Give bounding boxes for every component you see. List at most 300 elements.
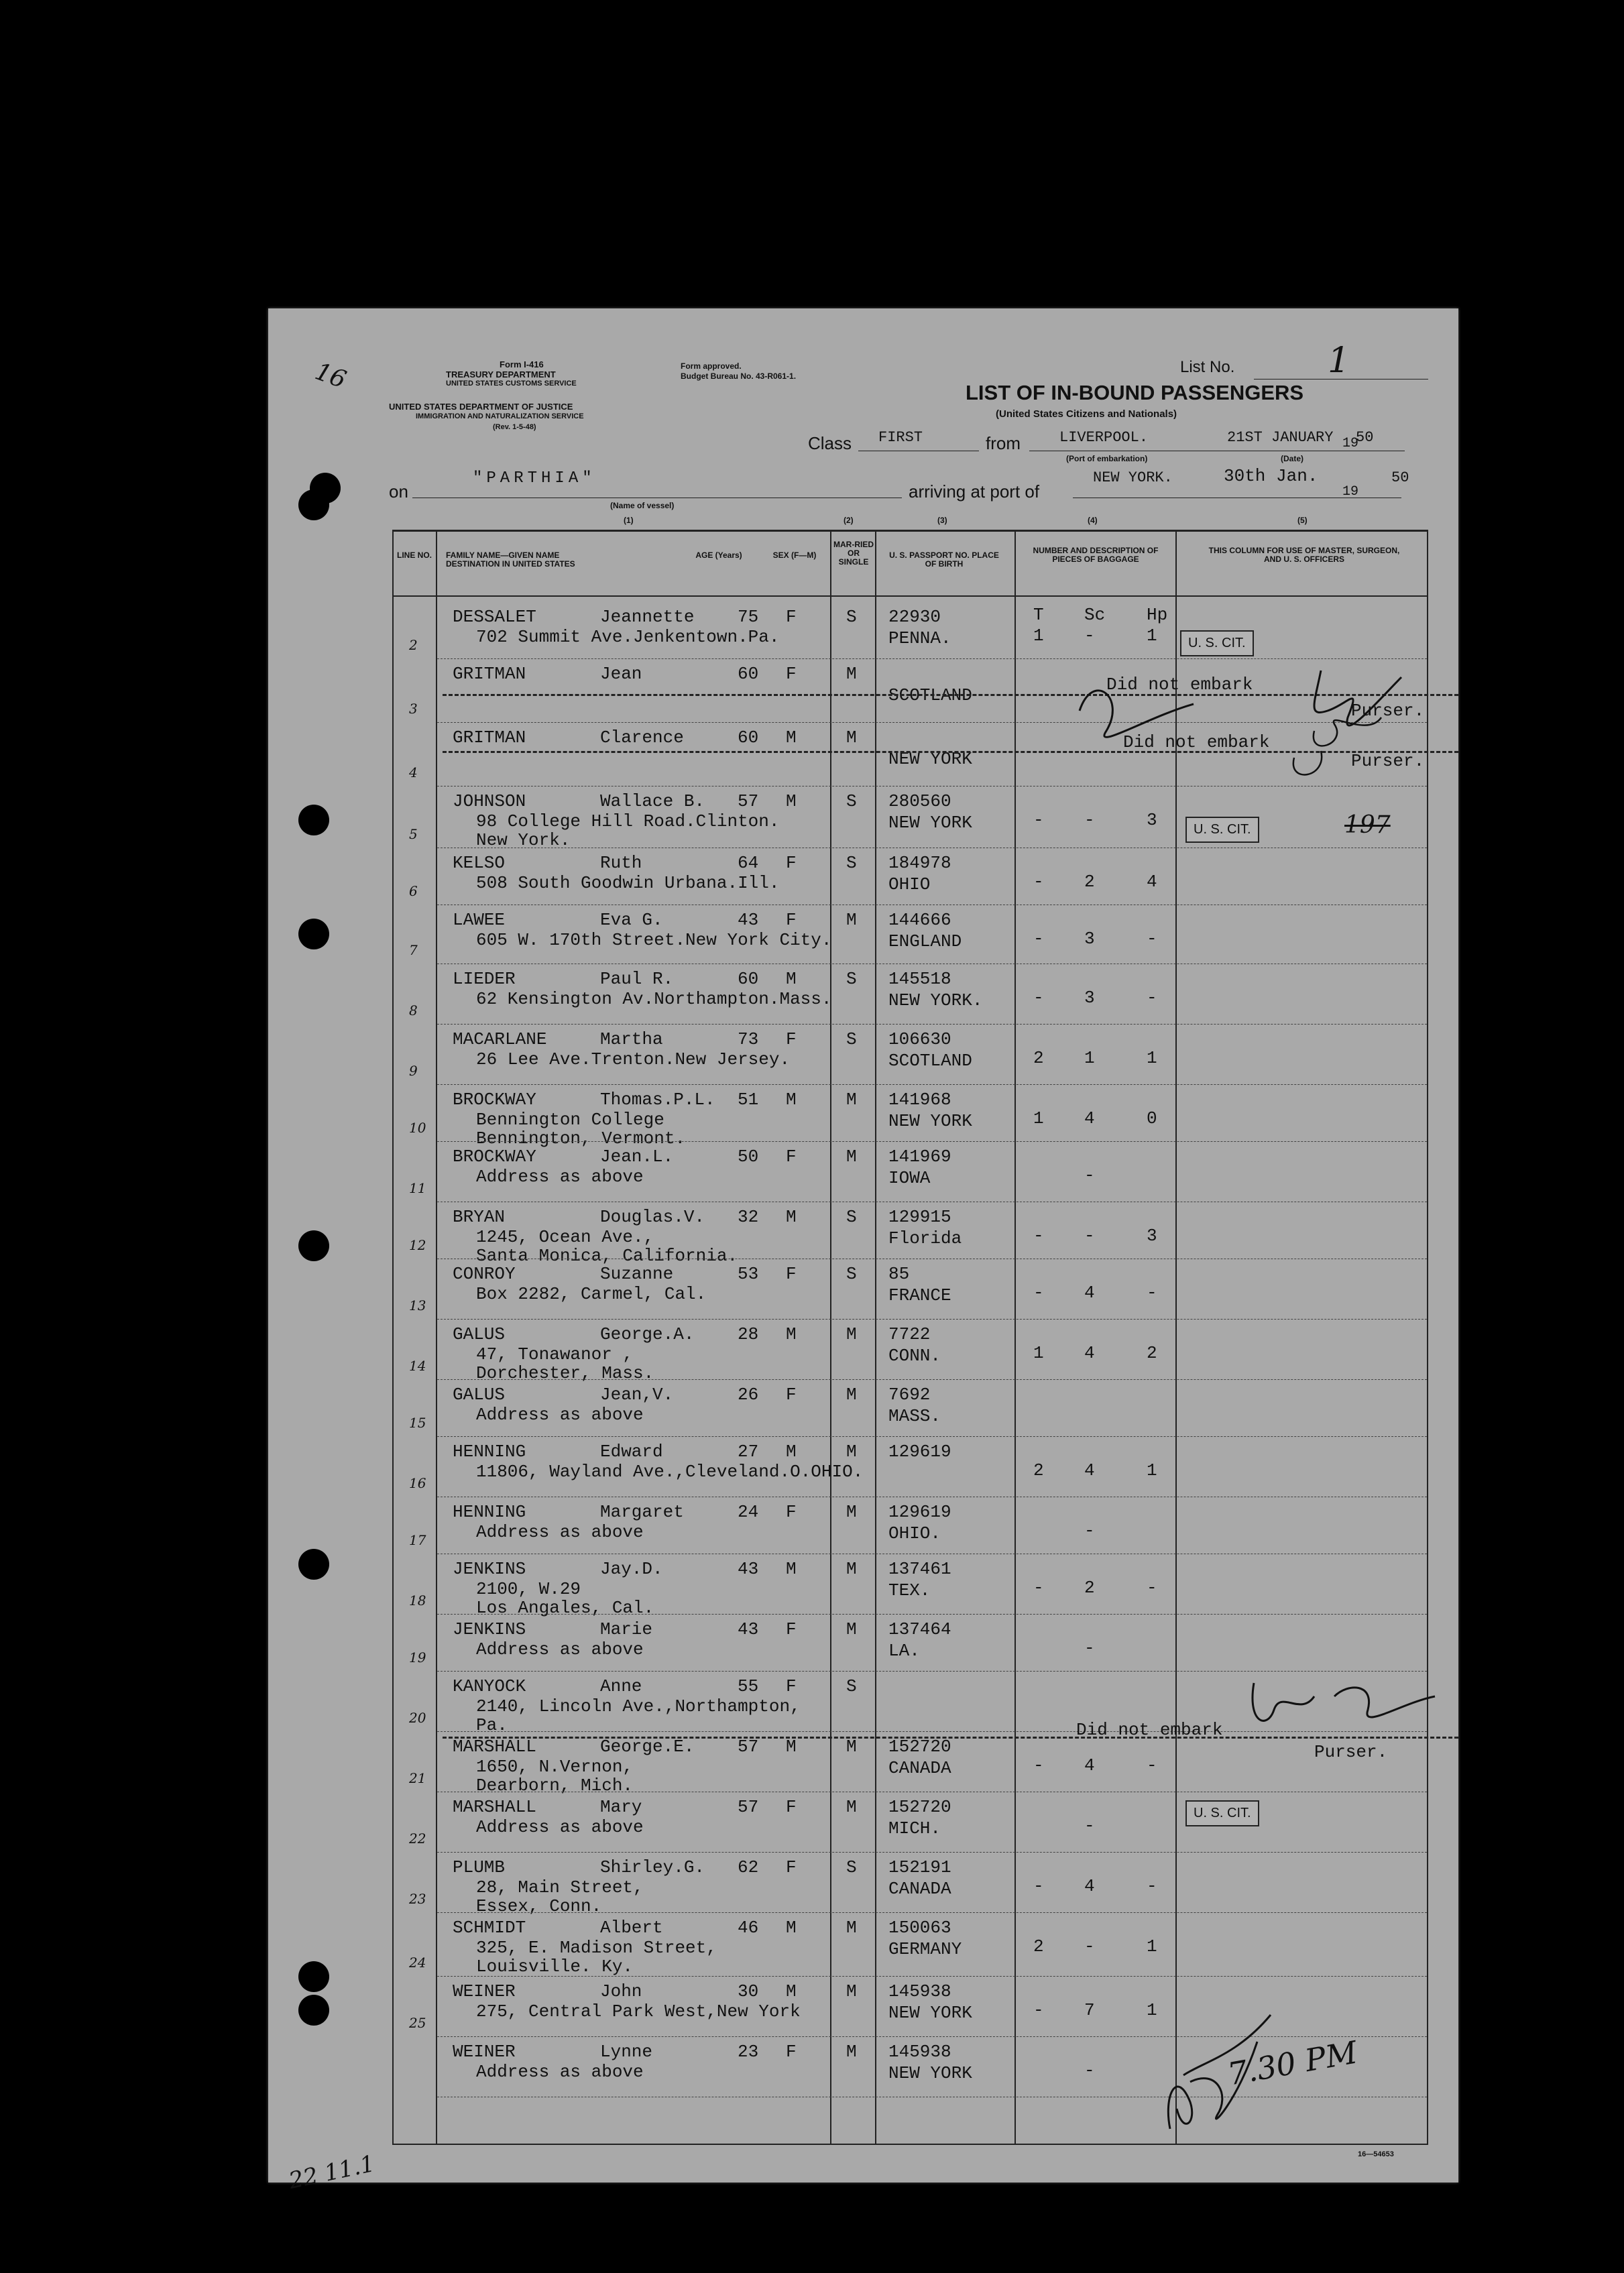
did-not-embark-note: Did not embark [1076, 1720, 1223, 1740]
marital-status: S [846, 1676, 857, 1696]
row-divider [437, 1436, 1427, 1437]
form-number: Form I-416 [500, 359, 544, 369]
passenger-age: 26 [738, 1385, 759, 1405]
passenger-age: 75 [738, 607, 759, 627]
baggage-hp-label: Hp [1147, 605, 1168, 625]
on-label: on [389, 481, 408, 502]
passenger-given-name: Ruth [600, 853, 642, 873]
passport-number: 150063 [888, 1918, 951, 1938]
line-number: 20 [409, 1710, 426, 1726]
passenger-surname: BROCKWAY [453, 1147, 536, 1167]
baggage-trunks: 1 [1033, 626, 1044, 646]
baggage-handpieces: 2 [1147, 1343, 1157, 1363]
passenger-sex: F [786, 1147, 797, 1167]
passport-number: 129619 [888, 1502, 951, 1522]
passenger-given-name: Suzanne [600, 1264, 674, 1284]
address-line-1: 28, Main Street, [476, 1877, 644, 1898]
baggage-trunks: - [1033, 2000, 1044, 2020]
from-label: from [986, 433, 1021, 453]
baggage-suitcases: 4 [1084, 1876, 1095, 1896]
passenger-age: 57 [738, 1797, 759, 1817]
row-divider [437, 1084, 1427, 1085]
place-of-birth: IOWA [888, 1168, 931, 1188]
passenger-given-name: John [600, 1981, 642, 2001]
passenger-given-name: George.A. [600, 1324, 695, 1344]
passenger-given-name: Thomas.P.L. [600, 1090, 715, 1110]
marital-status: M [846, 910, 857, 930]
line-number: 23 [409, 1891, 426, 1907]
line-number: 7 [409, 942, 418, 958]
line-number: 25 [409, 2015, 426, 2031]
passport-number: 144666 [888, 910, 951, 930]
treasury-department: TREASURY DEPARTMENT [446, 369, 556, 380]
passenger-sex: M [786, 1442, 797, 1462]
baggage-handpieces: - [1147, 988, 1157, 1008]
header-officers: THIS COLUMN FOR USE OF MASTER, SURGEON, AND U. S. OFFICERS [1208, 546, 1400, 565]
passenger-age: 43 [738, 1559, 759, 1579]
arrival-port: NEW YORK. [1093, 469, 1173, 486]
place-of-birth: PENNA. [888, 628, 951, 648]
address-line-1: Address as above [476, 1167, 644, 1187]
header-age: AGE (Years) [695, 550, 742, 560]
passport-number: 152720 [888, 1797, 951, 1817]
baggage-handpieces: 1 [1147, 626, 1157, 646]
year-1: 50 [1356, 429, 1374, 446]
header-bottom-border [392, 595, 1428, 597]
column-4-number: (4) [1088, 516, 1098, 525]
passenger-age: 27 [738, 1442, 759, 1462]
baggage-trunks: - [1033, 810, 1044, 830]
list-no-value: 1 [1328, 341, 1350, 381]
baggage-suitcases: - [1084, 1638, 1095, 1658]
row-divider [437, 1614, 1427, 1615]
department-of-justice: UNITED STATES DEPARTMENT OF JUSTICE [389, 402, 573, 412]
marital-status: M [846, 1090, 857, 1110]
marital-status: S [846, 853, 857, 873]
place-of-birth: OHIO. [888, 1523, 941, 1543]
passenger-age: 51 [738, 1090, 759, 1110]
passenger-sex: M [786, 727, 797, 748]
baggage-handpieces: - [1147, 1578, 1157, 1598]
passenger-age: 46 [738, 1918, 759, 1938]
baggage-handpieces: 1 [1147, 1460, 1157, 1480]
baggage-suitcases: 2 [1084, 1578, 1095, 1598]
passport-number: 152720 [888, 1737, 951, 1757]
place-of-birth: NEW YORK [888, 2003, 972, 2023]
passenger-surname: MARSHALL [453, 1797, 536, 1817]
baggage-suitcases: - [1084, 1226, 1095, 1246]
passenger-given-name: Paul R. [600, 969, 674, 989]
marital-status: M [846, 1559, 857, 1579]
binder-hole [298, 805, 329, 835]
marital-status: M [846, 1981, 857, 2001]
column-3-number: (3) [937, 516, 947, 525]
passenger-given-name: Margaret [600, 1502, 684, 1522]
passenger-age: 53 [738, 1264, 759, 1284]
passport-number: 137464 [888, 1619, 951, 1639]
baggage-trunks: - [1033, 988, 1044, 1008]
line-number: 10 [409, 1120, 426, 1136]
baggage-handpieces: - [1147, 929, 1157, 949]
passenger-age: 60 [738, 727, 759, 748]
passenger-age: 30 [738, 1981, 759, 2001]
passenger-surname: KELSO [453, 853, 506, 873]
year-2: 50 [1391, 469, 1409, 486]
marital-status: S [846, 1029, 857, 1049]
passport-number: 280560 [888, 791, 951, 811]
margin-note: 22 11.1 [286, 2150, 378, 2195]
passenger-age: 64 [738, 853, 759, 873]
passenger-surname: WEINER [453, 2042, 516, 2062]
marital-status: M [846, 1918, 857, 1938]
address-line-1: 98 College Hill Road.Clinton. [476, 811, 780, 831]
passenger-surname: JENKINS [453, 1559, 526, 1579]
passenger-surname: CONROY [453, 1264, 516, 1284]
line-number: 8 [409, 1002, 418, 1018]
baggage-trunks: 2 [1033, 1936, 1044, 1957]
passenger-age: 43 [738, 1619, 759, 1639]
line-number: 6 [409, 883, 418, 899]
baggage-suitcases: 2 [1084, 872, 1095, 892]
form-subtitle: (United States Citizens and Nationals) [996, 408, 1177, 420]
customs-service: UNITED STATES CUSTOMS SERVICE [446, 380, 577, 388]
purser-label: Purser. [1314, 1742, 1388, 1762]
passport-number: 129915 [888, 1207, 951, 1227]
line-number: 21 [409, 1770, 426, 1786]
column-5-number: (5) [1297, 516, 1308, 525]
passenger-sex: M [786, 1207, 797, 1227]
marital-status: S [846, 969, 857, 989]
passenger-sex: M [786, 1324, 797, 1344]
passport-number: 145518 [888, 969, 951, 989]
class-value: FIRST [878, 429, 923, 446]
passenger-given-name: Edward [600, 1442, 663, 1462]
passenger-surname: GALUS [453, 1324, 506, 1344]
baggage-suitcases: - [1084, 1165, 1095, 1185]
row-divider [437, 1912, 1427, 1913]
passenger-given-name: Wallace B. [600, 791, 705, 811]
binder-hole [298, 1961, 329, 1992]
address-line-1: 1245, Ocean Ave., [476, 1227, 654, 1247]
header-name: FAMILY NAME—GIVEN NAME DESTINATION IN UNITED STATES [446, 550, 575, 569]
passport-number: 184978 [888, 853, 951, 873]
passenger-given-name: Jeannette [600, 607, 695, 627]
passport-number: 137461 [888, 1559, 951, 1579]
port-of-embarkation-label: (Port of embarkation) [1066, 454, 1148, 463]
passport-number: 152191 [888, 1857, 951, 1877]
line-number: 14 [409, 1358, 426, 1374]
place-of-birth: NEW YORK [888, 813, 972, 833]
passenger-sex: M [786, 1737, 797, 1757]
passenger-age: 57 [738, 791, 759, 811]
passenger-given-name: Mary [600, 1797, 642, 1817]
passenger-sex: F [786, 1264, 797, 1284]
marital-status: M [846, 2042, 857, 2062]
place-of-birth: CANADA [888, 1879, 951, 1899]
passenger-given-name: Jay.D. [600, 1559, 663, 1579]
marital-status: M [846, 1502, 857, 1522]
address-line-1: 2140, Lincoln Ave.,Northampton, [476, 1696, 801, 1716]
passport-number: 7722 [888, 1324, 931, 1344]
baggage-handpieces: 1 [1147, 1048, 1157, 1068]
passport-number: 7692 [888, 1385, 931, 1405]
passenger-age: 23 [738, 2042, 759, 2062]
passenger-surname: LIEDER [453, 969, 516, 989]
place-of-birth: SCOTLAND [888, 685, 972, 705]
passport-number: 141968 [888, 1090, 951, 1110]
address-line-1: Address as above [476, 1817, 644, 1837]
passenger-surname: JENKINS [453, 1619, 526, 1639]
passenger-given-name: Marie [600, 1619, 653, 1639]
passenger-given-name: Martha [600, 1029, 663, 1049]
baggage-suitcases: - [1084, 1816, 1095, 1836]
address-line-1: 47, Tonawanor , [476, 1344, 634, 1364]
row-divider [437, 1319, 1427, 1320]
baggage-trunks: 2 [1033, 1048, 1044, 1068]
baggage-trunks: - [1033, 1283, 1044, 1303]
address-line-2: New York. [476, 830, 571, 850]
address-line-1: 325, E. Madison Street, [476, 1938, 717, 1958]
baggage-suitcases: 4 [1084, 1343, 1095, 1363]
passenger-sex: F [786, 1029, 797, 1049]
baggage-trunks: - [1033, 1876, 1044, 1896]
marital-status: M [846, 1619, 857, 1639]
baggage-suitcases: 3 [1084, 988, 1095, 1008]
place-of-birth: TEX. [888, 1580, 931, 1600]
baggage-trunks: - [1033, 1578, 1044, 1598]
line-number: 22 [409, 1830, 426, 1847]
address-line-1: 605 W. 170th Street.New York City. [476, 930, 832, 950]
address-line-1: 508 South Goodwin Urbana.Ill. [476, 873, 780, 893]
passenger-surname: SCHMIDT [453, 1918, 526, 1938]
us-citizen-stamp: U. S. CIT. [1180, 630, 1254, 656]
marital-status: M [846, 1442, 857, 1462]
purser-label: Purser. [1351, 751, 1425, 771]
passenger-age: 43 [738, 910, 759, 930]
binder-hole [298, 1549, 329, 1580]
passenger-sex: F [786, 1676, 797, 1696]
baggage-handpieces: - [1147, 1876, 1157, 1896]
marital-status: S [846, 1857, 857, 1877]
year-1-label: 19 [1342, 436, 1359, 451]
passenger-surname: MARSHALL [453, 1737, 536, 1757]
manifest-sheet [268, 308, 1458, 2182]
address-line-1: 26 Lee Ave.Trenton.New Jersey. [476, 1049, 791, 1069]
address-line-2: Louisville. Ky. [476, 1957, 634, 1977]
purser-initials-2 [1234, 1670, 1455, 1750]
baggage-handpieces: 3 [1147, 810, 1157, 830]
baggage-suitcases: 4 [1084, 1108, 1095, 1128]
baggage-handpieces: 3 [1147, 1226, 1157, 1246]
address-line-1: 11806, Wayland Ave.,Cleveland.O.OHIO. [476, 1462, 864, 1482]
line-number: 11 [409, 1180, 426, 1196]
passenger-surname: PLUMB [453, 1857, 506, 1877]
baggage-handpieces: - [1147, 1283, 1157, 1303]
arrival-date: 30th Jan. [1224, 466, 1318, 486]
did-not-embark-note: Did not embark [1123, 732, 1270, 752]
binder-hole [298, 1995, 329, 2026]
passenger-given-name: Jean,V. [600, 1385, 674, 1405]
passenger-sex: M [786, 1559, 797, 1579]
passenger-surname: MACARLANE [453, 1029, 547, 1049]
place-of-birth: NEW YORK [888, 1111, 972, 1131]
place-of-birth: Florida [888, 1228, 962, 1248]
form-revision: (Rev. 1-5-48) [493, 423, 536, 431]
line-number: 9 [409, 1063, 418, 1079]
marital-status: M [846, 1385, 857, 1405]
from-port: LIVERPOOL. [1059, 429, 1149, 446]
line-number: 4 [409, 764, 418, 780]
place-of-birth: MICH. [888, 1818, 941, 1839]
passenger-surname: GRITMAN [453, 664, 526, 684]
address-line-1: 2100, W.29 [476, 1579, 581, 1599]
passenger-sex: F [786, 1797, 797, 1817]
passenger-given-name: Shirley.G. [600, 1857, 705, 1877]
marital-status: M [846, 664, 857, 684]
passenger-given-name: George.E. [600, 1737, 695, 1757]
passenger-surname: HENNING [453, 1502, 526, 1522]
passenger-sex: M [786, 791, 797, 811]
baggage-handpieces: 0 [1147, 1108, 1157, 1128]
passenger-given-name: Douglas.V. [600, 1207, 705, 1227]
form-title: LIST OF IN-BOUND PASSENGERS [966, 381, 1304, 404]
passenger-surname: LAWEE [453, 910, 506, 930]
marital-status: S [846, 1207, 857, 1227]
line-number: 12 [409, 1237, 426, 1253]
column-1-number: (1) [624, 516, 634, 525]
baggage-t-label: T [1033, 605, 1044, 625]
row-divider [437, 1141, 1427, 1142]
arriving-label: arriving at port of [909, 481, 1040, 502]
passenger-sex: F [786, 1619, 797, 1639]
passport-number: 85 [888, 1264, 910, 1284]
date-label: (Date) [1281, 454, 1304, 463]
col-divider-passport [875, 530, 876, 2144]
marital-status: M [846, 1737, 857, 1757]
line-number: 18 [409, 1592, 426, 1609]
address-line-1: 275, Central Park West,New York [476, 2001, 801, 2022]
baggage-suitcases: 4 [1084, 1460, 1095, 1480]
passenger-surname: GALUS [453, 1385, 506, 1405]
line-number: 16 [409, 1475, 426, 1491]
passenger-sex: F [786, 607, 797, 627]
baggage-suitcases: 7 [1084, 2000, 1095, 2020]
place-of-birth: CANADA [888, 1758, 951, 1778]
passenger-sex: F [786, 664, 797, 684]
passenger-age: 57 [738, 1737, 759, 1757]
line-number: 15 [409, 1415, 426, 1431]
baggage-handpieces: 1 [1147, 2000, 1157, 2020]
baggage-trunks: 1 [1033, 1108, 1044, 1128]
address-line-1: 702 Summit Ave.Jenkentown.Pa. [476, 627, 780, 647]
marital-status: S [846, 1264, 857, 1284]
passenger-sex: F [786, 1502, 797, 1522]
baggage-suitcases: - [1084, 1521, 1095, 1541]
passenger-age: 50 [738, 1147, 759, 1167]
address-line-1: Address as above [476, 1405, 644, 1425]
place-of-birth: OHIO [888, 874, 931, 894]
passenger-given-name: Lynne [600, 2042, 653, 2062]
address-line-2: Los Angales, Cal. [476, 1598, 654, 1618]
binder-hole [310, 473, 341, 504]
marital-status: M [846, 727, 857, 748]
passenger-surname: HENNING [453, 1442, 526, 1462]
passenger-given-name: Jean [600, 664, 642, 684]
place-of-birth: MASS. [888, 1406, 941, 1426]
passenger-given-name: Anne [600, 1676, 642, 1696]
line-number: 13 [409, 1297, 426, 1314]
binder-hole [298, 919, 329, 949]
passport-number: 106630 [888, 1029, 951, 1049]
column-2-number: (2) [844, 516, 854, 525]
marital-status: M [846, 1324, 857, 1344]
address-line-2: Santa Monica, California. [476, 1246, 738, 1266]
header-baggage: NUMBER AND DESCRIPTION OF PIECES OF BAGGAGE [1033, 546, 1159, 565]
baggage-trunks: - [1033, 1755, 1044, 1775]
baggage-handpieces: 4 [1147, 872, 1157, 892]
baggage-suitcases: 4 [1084, 1755, 1095, 1775]
place-of-birth: GERMANY [888, 1939, 962, 1959]
col-divider-left [392, 530, 394, 2144]
passenger-given-name: Eva G. [600, 910, 663, 930]
passenger-given-name: Jean.L. [600, 1147, 674, 1167]
corner-mark: 16 [311, 357, 350, 394]
year-2-label: 19 [1342, 484, 1359, 500]
baggage-trunks: - [1033, 929, 1044, 949]
address-line-2: Essex, Conn. [476, 1896, 602, 1916]
passenger-sex: M [786, 1918, 797, 1938]
baggage-suitcases: - [1084, 2060, 1095, 2081]
place-of-birth: NEW YORK. [888, 990, 983, 1010]
baggage-trunks: - [1033, 1226, 1044, 1246]
header-line-no: LINE NO. [397, 550, 432, 560]
marital-status: M [846, 1147, 857, 1167]
marital-status: M [846, 1797, 857, 1817]
passenger-age: 32 [738, 1207, 759, 1227]
handwritten-197: 197 [1344, 811, 1391, 839]
col-divider-baggage [1014, 530, 1016, 2144]
passport-number: 22930 [888, 607, 941, 627]
passenger-sex: F [786, 910, 797, 930]
address-line-1: 62 Kensington Av.Northampton.Mass. [476, 989, 832, 1009]
baggage-suitcases: - [1084, 810, 1095, 830]
passenger-given-name: Albert [600, 1918, 663, 1938]
baggage-sc-label: Sc [1084, 605, 1106, 625]
passenger-age: 60 [738, 664, 759, 684]
purser-initials [1066, 657, 1462, 791]
address-line-1: Bennington College [476, 1110, 664, 1130]
line-number: 3 [409, 701, 418, 717]
list-no-label: List No. [1180, 358, 1235, 376]
passport-number: 145938 [888, 2042, 951, 2062]
row-divider [437, 1024, 1427, 1025]
baggage-trunks: - [1033, 872, 1044, 892]
address-line-2: Dorchester, Mass. [476, 1363, 654, 1383]
passenger-surname: JOHNSON [453, 791, 526, 811]
baggage-suitcases: 4 [1084, 1283, 1095, 1303]
passenger-surname: WEINER [453, 1981, 516, 2001]
place-of-birth: SCOTLAND [888, 1051, 972, 1071]
address-line-1: 1650, N.Vernon, [476, 1757, 634, 1777]
passenger-surname: GRITMAN [453, 727, 526, 748]
baggage-handpieces: - [1147, 1755, 1157, 1775]
vessel-name: "PARTHIA" [473, 469, 596, 487]
address-line-2: Bennington, Vermont. [476, 1128, 686, 1149]
line-number: 24 [409, 1955, 426, 1971]
row-divider [437, 1852, 1427, 1853]
line-number: 17 [409, 1532, 426, 1548]
us-citizen-stamp: U. S. CIT. [1185, 1800, 1259, 1826]
